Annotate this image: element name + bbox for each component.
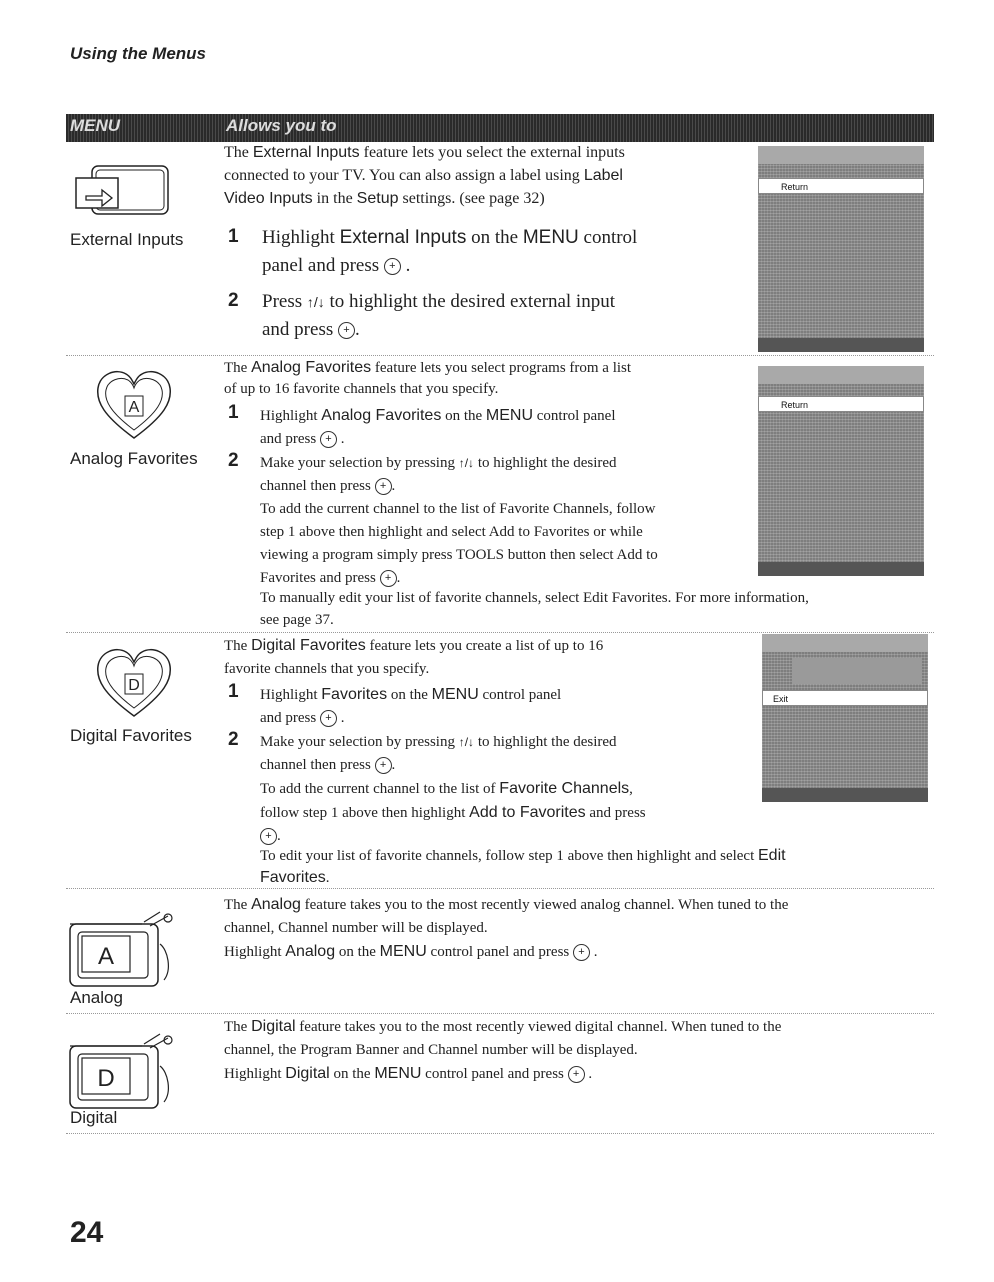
screen-header (762, 634, 928, 652)
text: channel then press (260, 757, 371, 773)
up-down-arrows-icon: ↑/↓ (458, 456, 475, 470)
page-number: 24 (70, 1216, 104, 1249)
text: control panel and press (421, 1066, 564, 1082)
text: Favorites and press (260, 570, 376, 586)
screen-analog-favorites (758, 366, 924, 576)
row-divider (66, 632, 934, 633)
text: step 1 above then highlight and select Add to Favorites or while (260, 524, 643, 540)
screen-footer (758, 562, 924, 576)
text: Highlight (260, 408, 322, 424)
text: Press (262, 291, 307, 312)
text: panel and press (262, 255, 380, 276)
step-number: 1 (228, 681, 239, 702)
step-number: 2 (228, 290, 239, 311)
text: Highlight (224, 944, 286, 960)
section-title: Using the Menus (70, 44, 207, 63)
enter-button-icon: + (380, 570, 397, 587)
analog-tv-icon (68, 910, 178, 988)
text: see page 37. (260, 612, 334, 628)
text: viewing a program simply press TOOLS button then select Add to (260, 547, 658, 563)
text: on the (441, 408, 486, 424)
text: in the (312, 190, 357, 207)
text: Make your selection by pressing (260, 455, 459, 471)
text-emph: External Inputs (339, 227, 467, 248)
text: and press (260, 431, 317, 447)
text: To manually edit your list of favorite channels, select Edit Favorites. For more information, (260, 590, 809, 606)
allows-column-header: Allows you to (226, 116, 337, 135)
text: to highlight the desired external input (324, 291, 615, 312)
text-emph: Analog (285, 943, 336, 960)
text: To add the current channel to the list of (260, 781, 500, 797)
text-emph: MENU (431, 686, 479, 703)
table-header-banner (66, 114, 934, 142)
text: Highlight (224, 1066, 286, 1082)
text-emph: Analog Favorites (321, 407, 442, 424)
text: channel then press (260, 478, 371, 494)
text: on the (387, 687, 432, 703)
text-emph: External Inputs (252, 144, 360, 161)
text-emph: Favorite Channels (499, 780, 630, 797)
text: The (224, 897, 252, 913)
text: control panel (478, 687, 562, 703)
screen-selected-item: Return (758, 178, 924, 194)
enter-button-icon: + (320, 710, 337, 727)
text: feature lets you select programs from a list (371, 360, 632, 376)
row-divider (66, 1133, 934, 1134)
row-label-analog: Analog (70, 988, 123, 1007)
menu-column-header: MENU (70, 116, 121, 135)
text-emph: MENU (522, 227, 579, 248)
text: To add the current channel to the list of Favorite Channels, follow (260, 501, 656, 517)
row-label-analog-favorites: Analog Favorites (70, 449, 198, 468)
text: on the (335, 944, 380, 960)
screen-digital-favorites (762, 634, 928, 802)
svg-text:D: D (97, 1065, 115, 1092)
text: to highlight the desired (474, 455, 617, 471)
text-emph: Edit (758, 847, 786, 864)
enter-button-icon: + (320, 431, 337, 448)
screen-header (758, 146, 924, 164)
row-label-digital: Digital (70, 1108, 118, 1127)
enter-button-icon: + (260, 828, 277, 845)
text: Highlight (262, 227, 340, 248)
text-emph: Digital Favorites (251, 637, 366, 654)
text: To edit your list of favorite channels, follow step 1 above then highlight and select (260, 848, 758, 864)
step-number: 1 (228, 226, 239, 247)
text: feature lets you create a list of up to 16 (365, 638, 604, 654)
text: feature takes you to the most recently viewed digital channel. When tuned to the (295, 1019, 782, 1035)
screen-footer (762, 788, 928, 802)
screen-menu-panel (792, 658, 922, 684)
step-number: 1 (228, 402, 239, 423)
text: channel, the Program Banner and Channel number will be displayed. (224, 1042, 638, 1058)
text: and press (262, 319, 334, 340)
text: and press (585, 805, 646, 821)
text: to highlight the desired (474, 734, 617, 750)
text-emph: MENU (374, 1065, 422, 1082)
text: on the (329, 1066, 375, 1082)
text-emph: Video Inputs (224, 190, 313, 207)
text: control panel (533, 408, 616, 424)
text: control (578, 227, 638, 248)
enter-button-icon: + (375, 757, 392, 774)
text-emph: Analog Favorites (251, 359, 372, 376)
row-label-digital-favorites: Digital Favorites (70, 726, 192, 745)
enter-button-icon: + (338, 322, 355, 339)
text-emph: Label (583, 167, 623, 184)
external-inputs-icon (72, 160, 172, 220)
row-divider (66, 1013, 934, 1014)
text-emph: MENU (379, 943, 427, 960)
text-emph: Analog (251, 896, 301, 913)
text: channel, Channel number will be displayed. (224, 920, 488, 936)
text: Highlight (260, 687, 322, 703)
text: The (224, 638, 252, 654)
text: connected to your TV. You can also assign a label using (224, 167, 584, 184)
step-number: 2 (228, 729, 239, 750)
analog-favorites-heart-icon (94, 366, 174, 442)
enter-button-icon: + (384, 258, 401, 275)
up-down-arrows-icon: ↑/↓ (458, 735, 475, 749)
svg-text:D: D (128, 677, 140, 694)
svg-text:A: A (128, 399, 140, 416)
digital-favorites-heart-icon (94, 644, 174, 720)
text-emph: Add to Favorites (469, 804, 586, 821)
text: of up to 16 favorite channels that you specify. (224, 381, 499, 397)
enter-button-icon: + (375, 478, 392, 495)
text: feature lets you select the external inputs (359, 144, 625, 161)
text: The (224, 144, 253, 161)
text: control panel and press (426, 944, 570, 960)
text-emph: Digital (251, 1018, 296, 1035)
row-divider (66, 888, 934, 889)
screen-selected-item: Exit (762, 690, 928, 706)
enter-button-icon: + (568, 1066, 585, 1083)
svg-text:A: A (97, 943, 115, 970)
text: Make your selection by pressing (260, 734, 459, 750)
text-emph: Setup (356, 190, 399, 207)
text: favorite channels that you specify. (224, 661, 430, 677)
screen-selected-item: Return (758, 396, 924, 412)
digital-tv-icon (68, 1032, 178, 1110)
screen-external-inputs (758, 146, 924, 352)
text-emph: MENU (485, 407, 534, 424)
text: The (224, 1019, 252, 1035)
text: and press (260, 710, 317, 726)
text: follow step 1 above then highlight (260, 805, 470, 821)
enter-button-icon: + (573, 944, 590, 961)
row-divider (66, 355, 934, 356)
text-emph: Digital (285, 1065, 330, 1082)
up-down-arrows-icon: ↑/↓ (306, 294, 325, 310)
screen-header (758, 366, 924, 384)
step-number: 2 (228, 450, 239, 471)
text-emph: Favorites (260, 869, 326, 886)
row-label-external-inputs: External Inputs (70, 230, 184, 249)
text: settings. (see page 32) (398, 190, 545, 207)
text: feature takes you to the most recently viewed analog channel. When tuned to the (300, 897, 789, 913)
screen-footer (758, 338, 924, 352)
text: on the (466, 227, 523, 248)
text: The (224, 360, 252, 376)
text-emph: Favorites (321, 686, 388, 703)
